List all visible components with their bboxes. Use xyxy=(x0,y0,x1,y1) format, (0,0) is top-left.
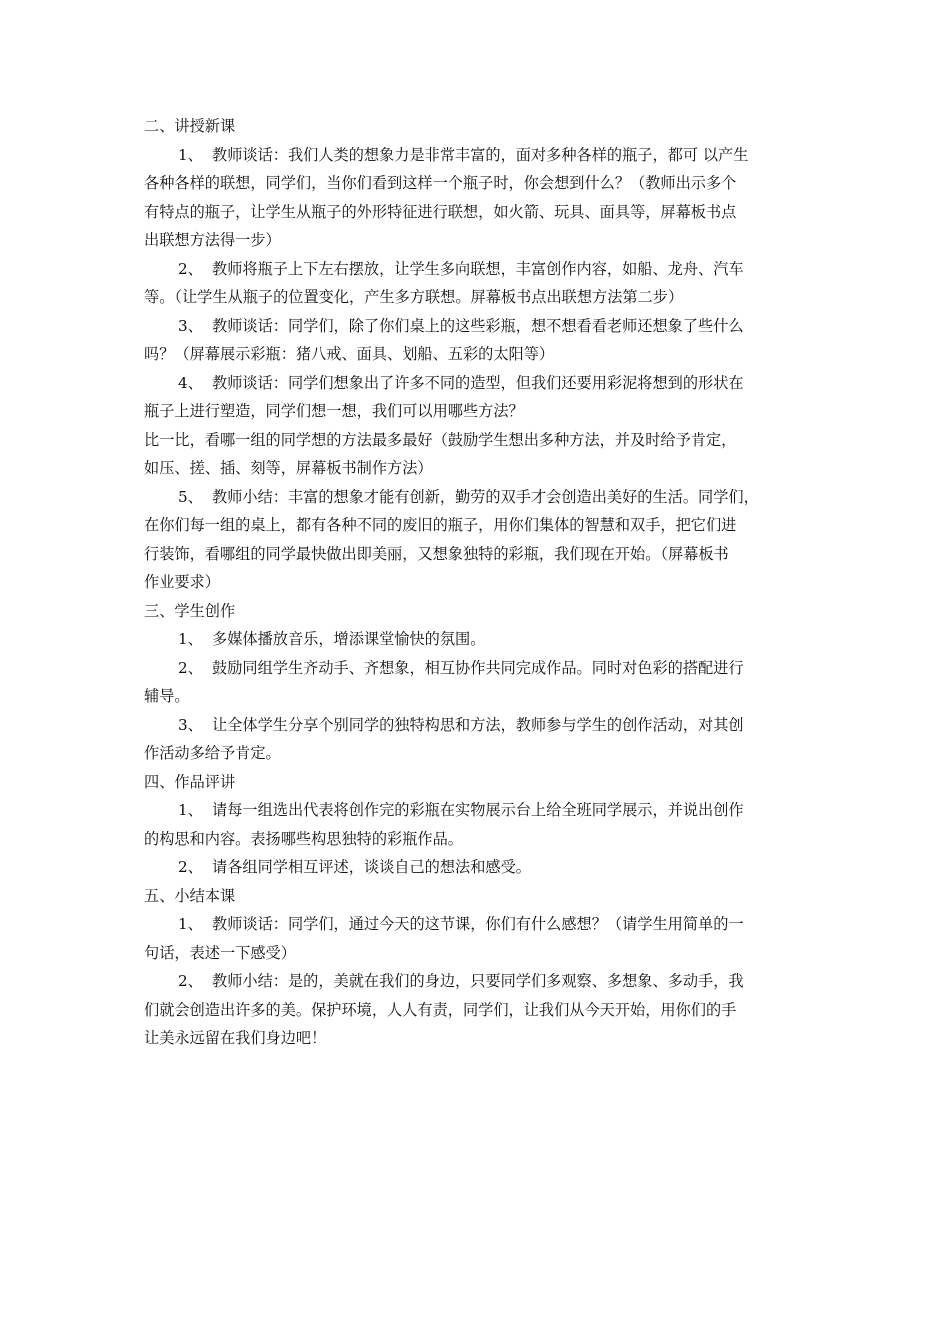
item-continuation: 等。（让学生从瓶子的位置变化，产生多方联想。屏幕板书点出联想方法第二步） xyxy=(144,288,684,306)
item-number: 1、 xyxy=(178,915,203,933)
item-text: 教师谈话：我们人类的想象力是非常丰富的，面对多种各样的瓶子，都可 以产生 xyxy=(212,145,749,164)
item-text: 让全体学生分享个别同学的独特构思和方法，教师参与学生的创作活动，对其创 xyxy=(212,715,744,734)
list-item xyxy=(144,369,814,398)
item-continuation: 作业要求） xyxy=(144,573,220,591)
item-text: 请每一组选出代表将创作完的彩瓶在实物展示台上给全班同学展示，并说出创作 xyxy=(212,801,744,819)
list-item xyxy=(144,255,814,284)
item-text: 教师将瓶子上下左右摆放，让学生多向联想，丰富创作内容，如船、龙舟、汽车 xyxy=(212,259,744,278)
item-continuation: 吗？（屏幕展示彩瓶：猪八戒、面具、划船、五彩的太阳等） xyxy=(144,345,555,363)
list-item xyxy=(144,796,814,825)
list-item xyxy=(144,141,814,170)
item-continuation: 让美永远留在我们身边吧！ xyxy=(144,1029,327,1047)
list-item xyxy=(144,967,814,996)
item-continuation: 比一比，看哪一组的同学想的方法最多最好（鼓励学生想出多种方法，并及时给予肯定， xyxy=(144,430,737,449)
item-continuation: 如压、搓、插、刻等，屏幕板书制作方法） xyxy=(144,459,433,477)
item-continuation: 们就会创造出许多的美。保护环境，人人有责，同学们，让我们从今天开始，用你们的手 xyxy=(144,1000,737,1019)
section-heading: 四、作品评讲 xyxy=(144,772,236,791)
item-text: 教师小结：丰富的想象才能有创新，勤劳的双手才会创造出美好的生活。同学们， xyxy=(212,487,759,506)
list-item xyxy=(144,910,814,939)
item-continuation: 瓶子上进行塑造，同学们想一想，我们可以用哪些方法？ xyxy=(144,402,524,420)
item-continuation: 在你们每一组的桌上，都有各种不同的废旧的瓶子，用你们集体的智慧和双手，把它们进 xyxy=(144,516,737,534)
item-number: 2、 xyxy=(178,259,203,278)
item-continuation: 出联想方法得一步） xyxy=(144,231,281,249)
item-text: 教师谈话：同学们想象出了许多不同的造型，但我们还要用彩泥将想到的形状在 xyxy=(212,373,744,392)
item-number: 2、 xyxy=(178,972,203,990)
item-text: 教师小结：是的，美就在我们的身边，只要同学们多观察、多想象、多动手，我 xyxy=(212,972,744,990)
list-item xyxy=(144,711,814,740)
item-text: 请各组同学相互评述，谈谈自己的想法和感受。 xyxy=(212,858,531,876)
item-number: 1、 xyxy=(178,801,203,819)
list-item xyxy=(144,625,814,654)
document-page xyxy=(144,112,814,1053)
item-continuation: 行装饰，看哪组的同学最快做出即美丽，又想象独特的彩瓶，我们现在开始。（屏幕板书 xyxy=(144,544,729,563)
item-text: 鼓励同组学生齐动手、齐想象，相互协作共同完成作品。同时对色彩的搭配进行 xyxy=(212,658,744,677)
item-text: 多媒体播放音乐，增添课堂愉快的氛围。 xyxy=(212,630,486,648)
item-number: 5、 xyxy=(178,487,203,506)
section-heading: 三、学生创作 xyxy=(144,601,236,620)
section-heading: 二、讲授新课 xyxy=(144,117,236,135)
item-continuation: 的构思和内容。表扬哪些构思独特的彩瓶作品。 xyxy=(144,829,463,848)
item-text: 教师谈话：同学们，除了你们桌上的这些彩瓶，想不想看看老师还想象了些什么 xyxy=(212,316,744,335)
item-number: 4、 xyxy=(178,373,203,392)
item-number: 1、 xyxy=(178,145,203,164)
list-item xyxy=(144,312,814,341)
item-number: 2、 xyxy=(178,658,203,677)
item-continuation: 句话，表述一下感受） xyxy=(144,943,296,962)
list-item xyxy=(144,853,814,882)
item-number: 1、 xyxy=(178,630,203,648)
item-continuation: 作活动多给予肯定。 xyxy=(144,744,281,762)
list-item xyxy=(144,654,814,683)
item-text: 教师谈话：同学们，通过今天的这节课，你们有什么感想？（请学生用简单的一 xyxy=(212,915,744,933)
item-number: 3、 xyxy=(178,316,203,335)
item-continuation: 各种各样的联想，同学们，当你们看到这样一个瓶子时，你会想到什么？（教师出示多个 xyxy=(144,174,737,192)
item-number: 2、 xyxy=(178,858,203,876)
item-continuation: 辅导。 xyxy=(144,687,190,705)
item-continuation: 有特点的瓶子，让学生从瓶子的外形特征进行联想，如火箭、玩具、面具等，屏幕板书点 xyxy=(144,202,737,221)
item-number: 3、 xyxy=(178,715,203,734)
section-heading: 五、小结本课 xyxy=(144,886,236,905)
list-item xyxy=(144,483,814,512)
